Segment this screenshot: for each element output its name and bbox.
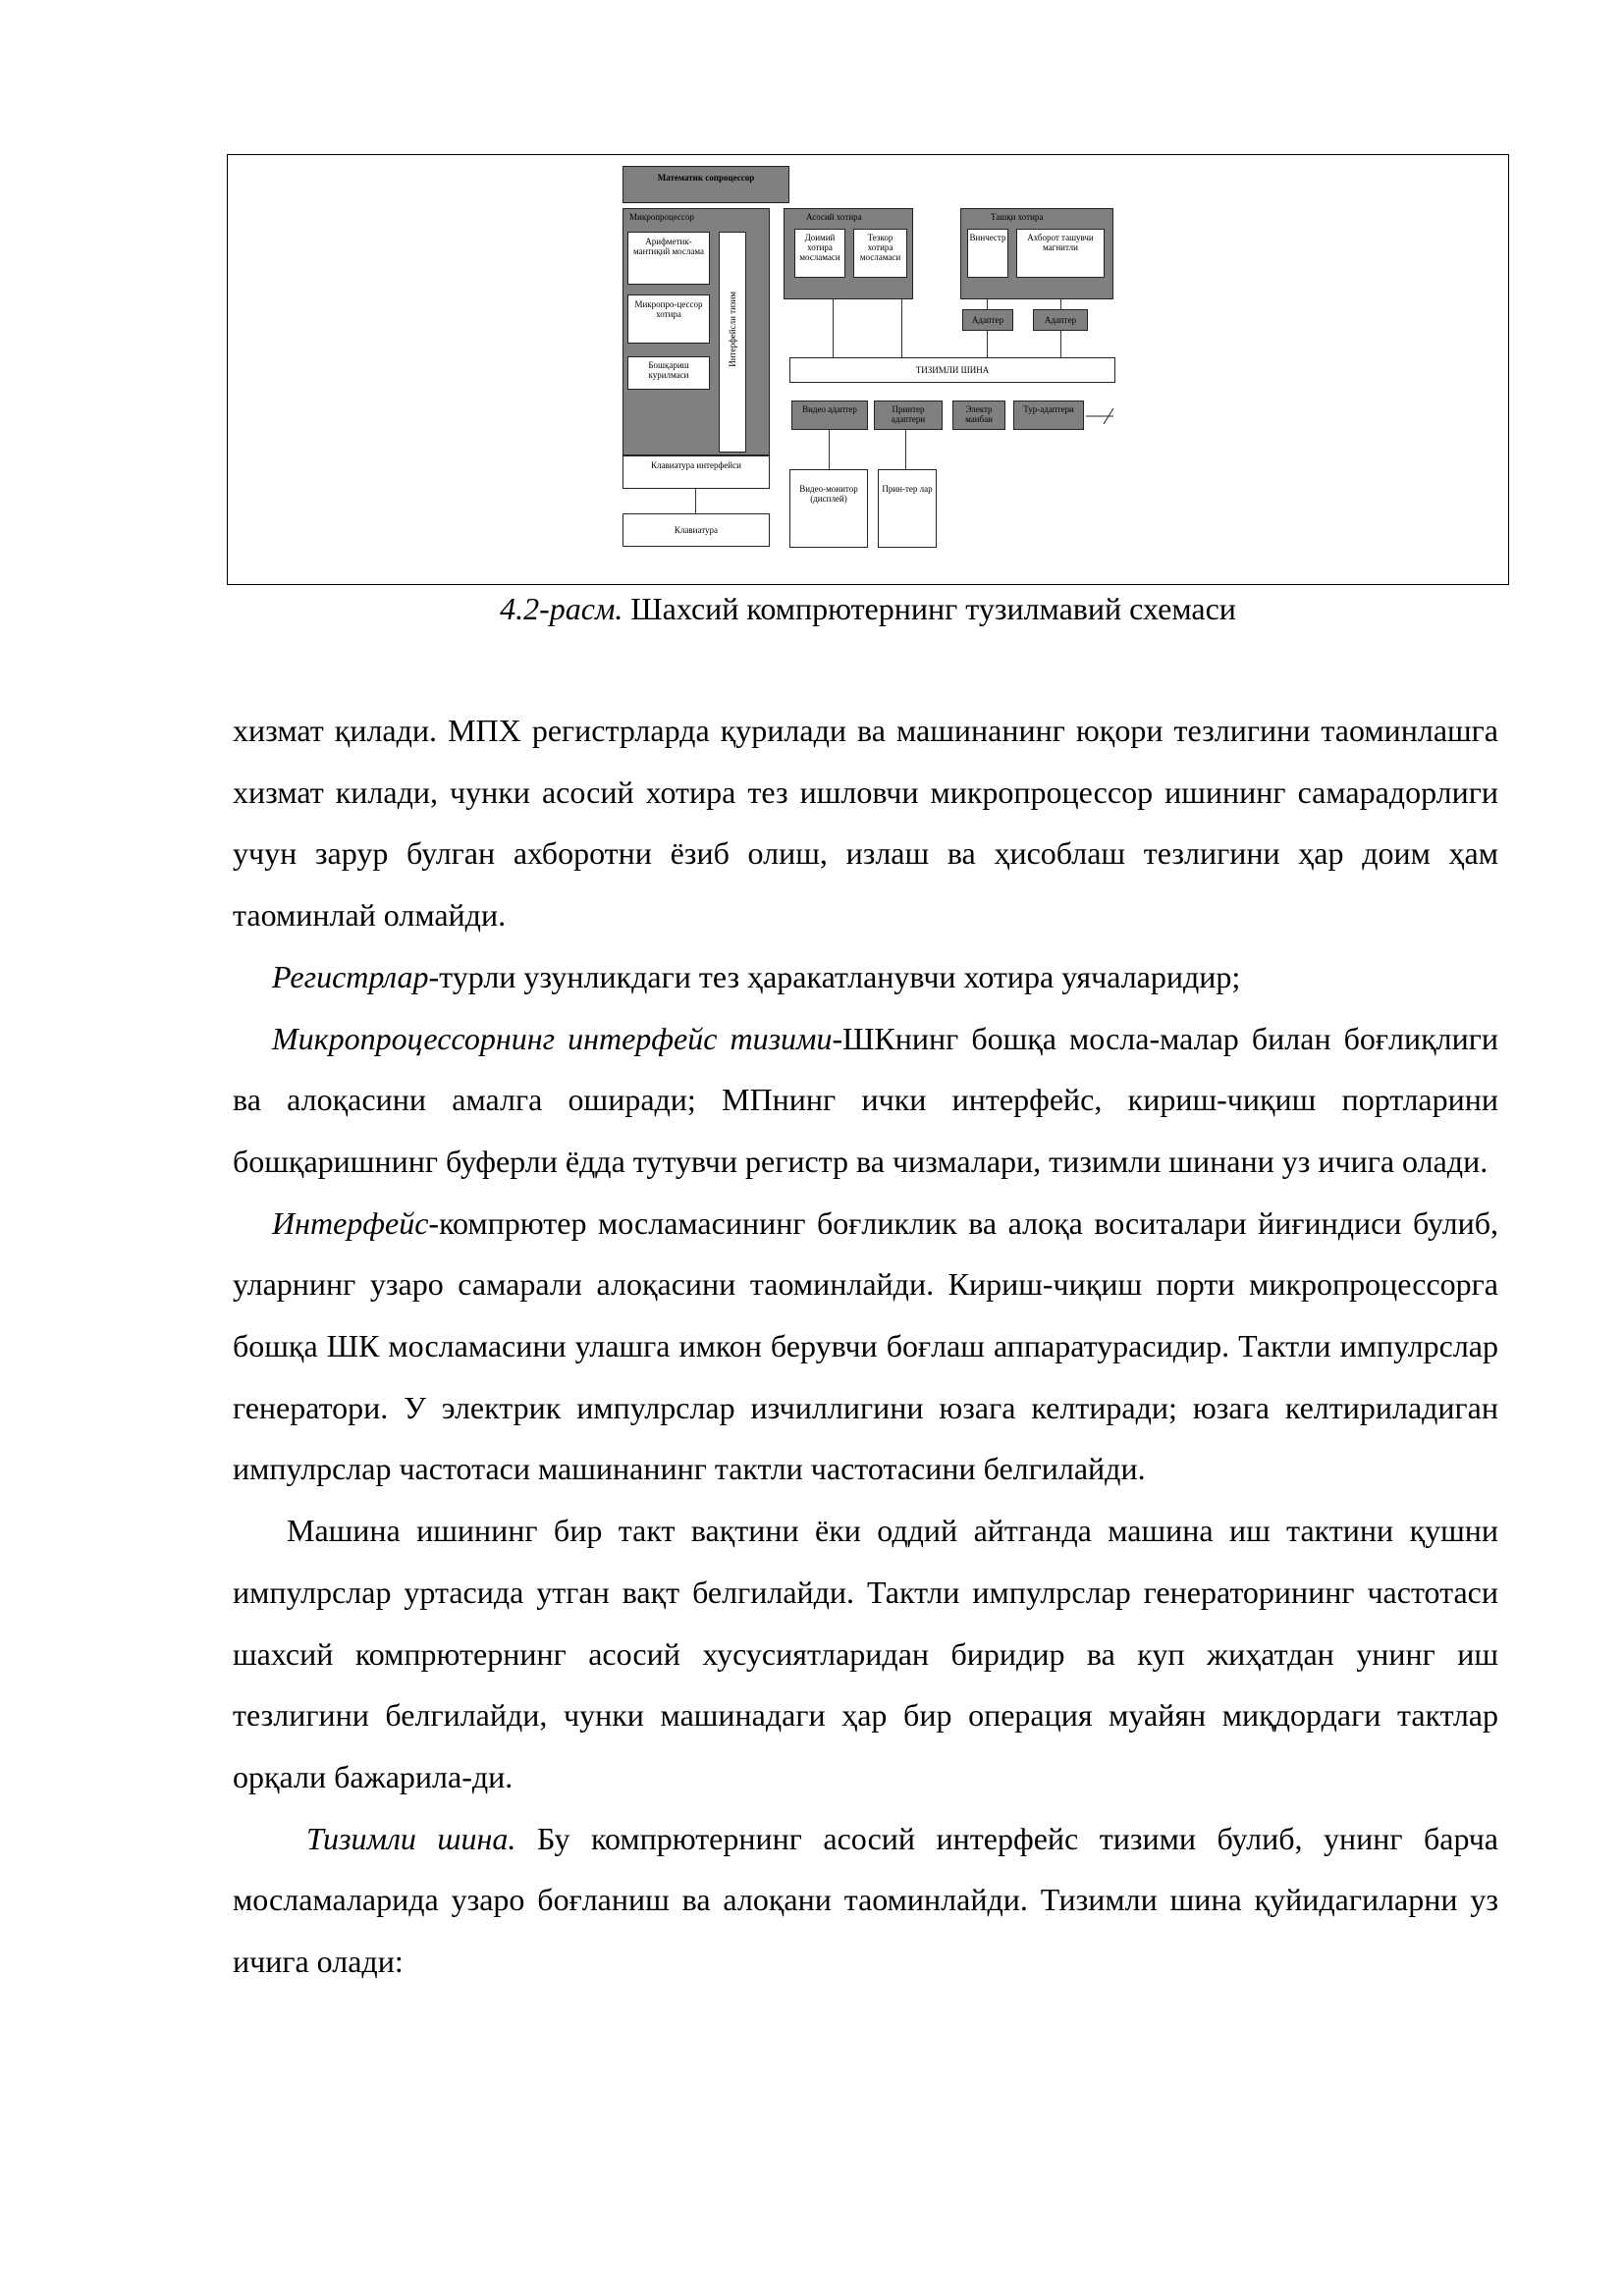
alu-label: Арифметик-мантиқий мослама xyxy=(633,237,704,256)
control-unit-block xyxy=(627,356,710,390)
adapter-2-bus-line xyxy=(1060,331,1061,357)
printer-block xyxy=(878,469,937,548)
paragraph-3 xyxy=(233,1008,1498,1193)
paragraph-4-text: -компрютер мосламасининг боғликлик ва алоқа воситалари йиғиндиси булиб, уларнинг узаро самарали алоқасини таоминлайди. Кириш-чиқиш порти микропроцессорга бошқа ШК мосламасини улашга имкон берувчи боғлаш аппаратурасидир. Тактли импулрслар генератори. У электрик импулрслар изчиллигини юзага келтиради; юзага келтириладиган импулрслар частотаси машинанинг тактли частотасини белгилайди. xyxy=(233,1204,1498,1487)
printer-adapter-block xyxy=(874,400,943,430)
printer-link-line xyxy=(905,430,906,469)
winchester-block xyxy=(967,229,1008,278)
text-body xyxy=(233,700,1498,1993)
microprocessor-label: Микропроцессор xyxy=(629,212,695,222)
adapter-1-block xyxy=(962,309,1013,331)
paragraph-6 xyxy=(233,1808,1498,1993)
ram-block xyxy=(853,229,907,278)
caption-number: 4.2-расм. xyxy=(500,591,623,626)
system-bus-label: ТИЗИМЛИ ШИНА xyxy=(915,365,990,375)
keyboard-link-line xyxy=(695,489,696,513)
rom-block xyxy=(794,229,845,278)
printer-adapter-label: Принтер адаптери xyxy=(891,404,926,424)
term-interface: Интерфейс xyxy=(272,1204,429,1241)
figure-frame xyxy=(227,154,1509,585)
adapter-2-label: Адаптер xyxy=(1044,315,1077,325)
main-memory-label: Асосий хотира xyxy=(806,212,862,222)
monitor-link-line xyxy=(829,430,830,469)
alu-block xyxy=(627,232,710,285)
power-supply-block xyxy=(952,400,1005,430)
keyboard-interface-label: Клавиатура интерфейси xyxy=(651,460,741,470)
magnetic-storage-block xyxy=(1016,229,1105,278)
rom-label: Доимий хотира мосламаси xyxy=(799,233,840,262)
ext-adapter-line-1 xyxy=(987,299,988,309)
ext-adapter-line-2 xyxy=(1060,299,1061,309)
tur-adapter-block xyxy=(1013,400,1084,430)
term-registers: Регистрлар xyxy=(272,958,429,994)
main-memory-bus-line-2 xyxy=(901,299,902,357)
math-coprocessor-label: Математик сопроцессор xyxy=(657,173,755,183)
mp-memory-label: Микропро-цессор хотира xyxy=(634,299,703,319)
ram-label: Тезкор хотира мосламаси xyxy=(859,233,901,262)
system-bus-block xyxy=(789,357,1115,383)
interface-system-label: Интерфейсли тизим xyxy=(728,292,737,367)
paragraph-4 xyxy=(233,1193,1498,1501)
paragraph-1: хизмат қилади. МПХ регистрларда қурилади ва машинанинг юқори тезлигини таоминлашга хизмат килади, чунки асосий хотира тез ишловчи микропроцессор ишининг самарадорлиги учун зарур булган ахборотни ёзиб олиш, излаш ва ҳисоблаш тезлигини ҳар доим ҳам таоминлай олмайди. xyxy=(233,713,1498,934)
mp-memory-block xyxy=(627,294,710,344)
paragraph-3-text: -ШКнинг бошқа мосла-малар билан боғлиқлиги ва алоқасини амалга оширади; МПнинг ички интерфейс, кириш-чиқиш портларини бошқаришнинг буферли ёдда тутувчи регистр ва чизмалари, тизимли шинани уз ичига олади. xyxy=(233,1020,1499,1179)
control-unit-label: Бошқариш курилмаси xyxy=(648,360,689,380)
winchester-label: Винчестр xyxy=(969,233,1006,242)
video-monitor-block xyxy=(789,469,868,548)
keyboard-interface-block xyxy=(623,455,770,489)
adapter-2-block xyxy=(1033,309,1088,331)
video-adapter-block xyxy=(791,400,868,430)
paragraph-5: Машина ишининг бир такт вақтини ёки оддий айтганда машина иш тактини қушни импулрслар уртасида утган вақт белгилайди. Тактли импулрслар генераторининг частотаси шахсий компрютернинг асосий хусусиятларидан биридир ва куп жиҳатдан унинг иш тезлигини белгилайди, чунки машинадаги ҳар бир операция муайян миқдордаги тактлар орқали бажарила-ди. xyxy=(233,1513,1498,1794)
paragraph-6-text: Бу компрютернинг асосий интерфейс тизими булиб, унинг барча мосламаларида узаро боғланиш ва алоқани таоминлайди. Тизимли шина қуйидагиларни уз ичига олади: xyxy=(233,1820,1499,1980)
power-supply-label: Электр манбаи xyxy=(965,404,993,424)
keyboard-block xyxy=(623,513,770,547)
paragraph-2 xyxy=(233,946,1498,1008)
tur-adapter-label: Тур-адаптери xyxy=(1023,404,1074,414)
paragraph-2-text: -турли узунликдаги тез ҳаракатланувчи хотира уячаларидир; xyxy=(428,958,1241,994)
tur-adapter-connector-icon xyxy=(1086,406,1115,426)
magnetic-storage-label: Ахборот ташувчи магнитли xyxy=(1027,233,1094,252)
video-adapter-label: Видео адаптер xyxy=(802,404,857,414)
adapter-1-bus-line xyxy=(987,331,988,357)
adapter-1-label: Адаптер xyxy=(971,315,1004,325)
math-coprocessor-block xyxy=(623,166,789,203)
video-monitor-label: Видео-монитор (дисплей) xyxy=(799,484,858,504)
main-memory-bus-line-1 xyxy=(833,299,834,357)
term-system-bus: Тизимли шина. xyxy=(306,1820,516,1856)
keyboard-label: Клавиатура xyxy=(674,525,719,535)
caption-text: Шахсий компрютернинг тузилмавий схемаси xyxy=(623,591,1236,626)
term-mp-interface-system: Микропроцессорнинг интерфейс тизими xyxy=(272,1020,833,1056)
printer-label: Прин-тер лар xyxy=(882,484,933,494)
figure-caption xyxy=(227,589,1509,628)
external-memory-label: Ташқи хотира xyxy=(991,212,1044,222)
interface-system-block xyxy=(719,232,746,453)
